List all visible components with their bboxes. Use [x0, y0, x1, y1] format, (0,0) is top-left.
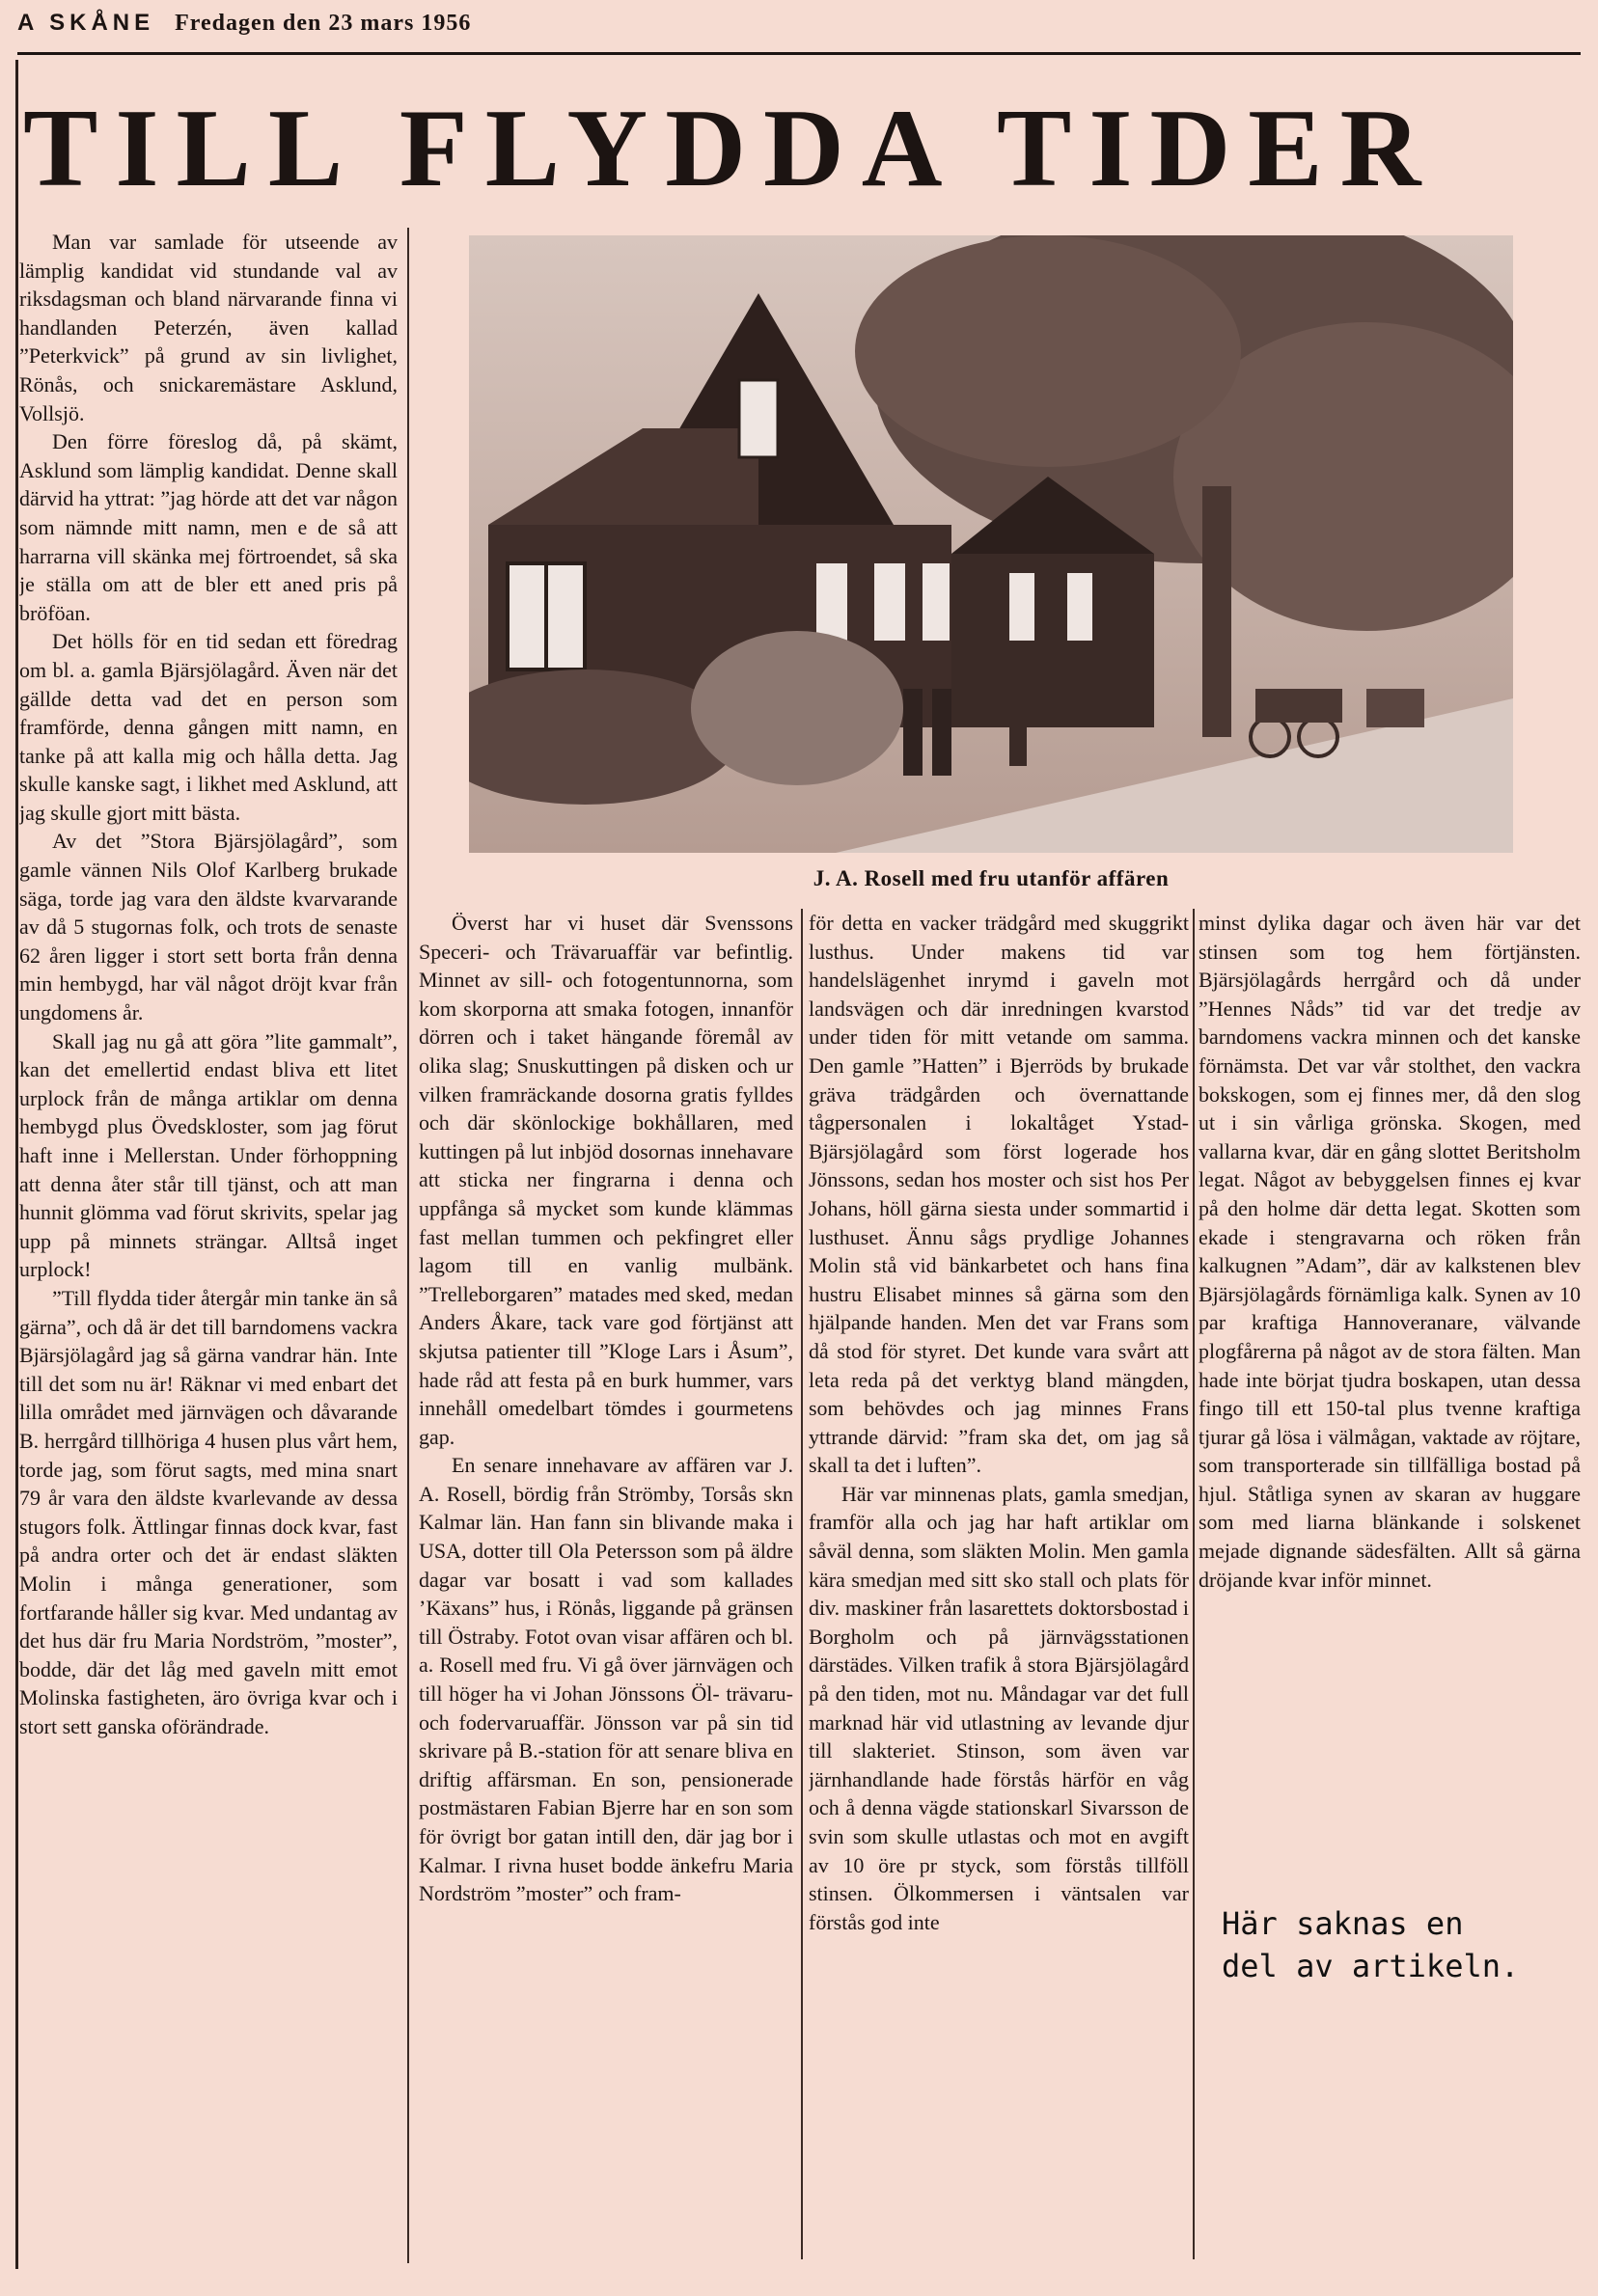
paragraph: ”Till flydda tider återgår min tanke än så gärna”, och då är det till barndomens vackra Bjärsjölagård jag så gärna vandrar hän. Inte till det som nu är! Räknar vi med enbart det lilla området med järnvägen och dåvarande B. herrgård tillhöriga 4 husen plus vårt hem, torde jag, som förut sagts, med mina snart 79 år vara den äldste kvarlevande av dessa stugors folk. Ättlingar finnas dock kvar, fast på andra orter och det är endast släkten Molin i många generationer, som fortfarande håller sig kvar. Med undantag av det hus där fru Maria Nordström, ”moster”, bodde, där det låg med gaveln mitt emot Molinska fastigheten, äro övriga kvar och i stort sett ganska oförändrade. [19, 1285, 398, 1738]
paragraph: för detta en vacker trädgård med skuggrikt lusthus. Under makens tid var handelslägenhet inrymd i gaveln mot landsvägen och där inredningen kvarstod under tiden för mitt vetande om samma. Den gamle ”Hatten” i Bjerröds by brukade gräva trädgården och övernattande tågpersonalen i lokaltåget Ystad-Bjärsjölagård som först logerade hos Jönssons, sedan hos moster och sist hos Per Johans, höll gärna siesta under sommartid i lusthuset. Ännu sågs prydlige Johannes Molin stå vid bänkarbetet och hans fina hustru Elisabet minnes så gärna som den hjälpande handen. Men det var Frans som då stod för styret. Det kunde vara svårt att leta reda på det verktyg bland mängden, som behövdes och jag minnes Frans yttrande därvid: ”fram ska det, om jag så skall ta det i luften”. [809, 911, 1189, 1478]
issue-date: Fredagen den 23 mars 1956 [175, 11, 472, 36]
paragraph: Här var minnenas plats, gamla smedjan, framför alla och jag har haft artiklar om såväl denna, som släkten Molin. Men gamla kära smedjan med sitt sko stall och plats för div. maskiner från lasarettets doktorsbostad i Borgholm och på järnvägsstationen därstädes. Vilken trafik å stora Bjärsjölagård på den tiden, mot nu. Måndagar var det full marknad här vid utlastning av levande djur till slakteriet. Stinson, som även var järnhandlande hade förstås härför en våg och å denna vägde stationskarl Sivarsson de svin som skulle utlastas och mot en avgift av 10 öre pr styck, som förstås tillföll stinsen. Ölkommersen i väntsalen var förstås god inte [809, 1481, 1189, 1934]
paragraph: Av det ”Stora Bjärsjölagård”, som gamle vännen Nils Olof Karlberg brukade säga, torde jag vara den äldste kvarvarande av då 5 stugornas folk, och trots de senaste 62 åren ligger i stort sett borta från denna min hembygd, har väl något dröjt kvar från ungdomens år. [19, 829, 398, 1025]
paragraph: Överst har vi huset där Svenssons Speceri- och Trävaruaffär var befintlig. Minnet av sill- och fotogentunnorna, som kom skorporna att smaka fotogen, innanför dörren och i taket hängande föremål av olika slag; Snuskuttingen på disken och ur vilken framräckande dosorna gratis fylldes och där skönlockige bokhållaren, med kuttingen på lut inbjöd dosornas innehavare att sticka ner fingrarna i denna och uppfånga så mycket som kunde klämmas fast mellan tummen och pekfingret eller lagom till en vanlig mulbänk. ”Trelleborgaren” matades med sked, medan Anders Åkare, tack vare god förtjänst att skjutsa patienter till ”Kloge Lars i Åsum”, hade råd att festa på en burk hummer, vars innehåll omedelbart tömdes i gourmetens gap. [419, 911, 793, 1449]
photo-house [469, 235, 1513, 853]
paragraph: Det hölls för en tid sedan ett föredrag om bl. a. gamla Bjärsjölagård. Även när det gällde detta vad det en person som framförde, denna gången mitt namn, en tanke på att kalla mig och hålla detta. Jag skulle kanske sagt, i likhet med Asklund, att jag skulle gjort mitt bästa. [19, 629, 398, 825]
masthead-rule [17, 52, 1581, 55]
paragraph: Den förre föreslog då, på skämt, Asklund som lämplig kandidat. Denne skall därvid ha yttrat: ”jag hörde att det var någon som nämnde mitt namn, men e de så att harrarna vill skänka mej förtroendet, så ska je ställa om att de bler ett aned pris på bröföan. [19, 429, 398, 625]
paragraph: En senare innehavare av affären var J. A. Rosell, bördig från Strömby, Torsås skn Kalmar län. Han fann sin blivande maka i USA, dotter till Ola Petersson som på äldre dagar var bosatt i vad som kallades ’Käxans” hus, i Rönås, liggande på gränsen till Östraby. Fotot ovan visar affären och bl. a. Rosell med fru. Vi gå över järnvägen och till höger ha vi Johan Jönssons Öl- trävaru- och fodervaruaffär. Jönsson var på sin tid skrivare på B.-station för att senare bliva en driftig affärsman. En son, pensionerade postmästaren Fabian Bjerre har en son som för övrigt bor gatan intill den, där jag bor i Kalmar. I rivna huset bodde änkefru Maria Nordström ”moster” och fram- [419, 1453, 793, 1906]
paragraph: Man var samlade för utseende av lämplig kandidat vid stundande val av riksdagsman och bland närvarande finna vi handlanden Peterzén, även kallad ”Peterkvick” på grund av sin livlighet, Rönås, och snickaremästare Asklund, Vollsjö. [19, 230, 398, 425]
missing-part-note [1222, 1902, 1588, 2009]
note-line-2: del av artikeln. [1222, 1948, 1520, 1984]
note-line-1: Här saknas en [1222, 1905, 1464, 1942]
paragraph: minst dylika dagar och även här var det stinsen som tog hem förtjänsten. Bjärsjölagårds herrgård och då under ”Hennes Nåds” tid var det tredje av barndomens vackra minnen och det kanske förnämsta. Det var vår stolthet, den vackra bokskogen, som ej finnes mer, då den slog ut i sin vårliga grönska. Skogen, med vallarna kvar, där en gång slottet Beritsholm legat. Något av bebyggelsen finnes ej kvar på den holme där detta legat. Skotten som ekade i stengravarna och röken från kalkugnen ”Adam”, där av kalkstenen blev Bjärsjölagårds förnämliga kalk. Synen av 10 par kraftiga Hannoveranare, välvande plogfårerna på något av de stora fälten. Man hade inte börjat tjudra boskapen, utan dessa fingo till ett 150-tal plus tvenne kraftiga tjurar gå lösa i välmågan, vaktade av röjtare, som transporterade sin tillfälliga bostad på hjul. Ståtliga synen av skaran av huggare som med liarna blänkande i solskenet mejade dignande sädesfälten. Allt så gärna dröjande kvar inför minnet. [1198, 911, 1581, 1592]
column-3 [809, 909, 1189, 2269]
column-2 [419, 909, 793, 2269]
house-photo-illustration [469, 235, 1513, 853]
column-divider [801, 909, 803, 2259]
column-1 [19, 228, 398, 2273]
paragraph: Skall jag nu gå att göra ”lite gammalt”, kan det emellertid endast bliva ett litet urplock från de många artiklar om denna hembygd plus Övedskloster, som jag förut haft inne i Mellerstan. Under förhoppning att denna åter står till tjänst, och att man hunnit glömma vad förut skrivits, spelar jag upp på minnets strängar. Alltså inget urplock! [19, 1028, 398, 1282]
headline: TILL FLYDDA TIDER [23, 87, 1439, 210]
column-4 [1198, 909, 1581, 1864]
newspaper-name: A SKÅNE [17, 10, 155, 36]
column-divider [1193, 909, 1195, 2259]
photo-caption: J. A. Rosell med fru utanför affären [813, 866, 1170, 890]
masthead [17, 10, 1581, 42]
left-border-rule [15, 60, 18, 2269]
column-divider [407, 228, 409, 2263]
